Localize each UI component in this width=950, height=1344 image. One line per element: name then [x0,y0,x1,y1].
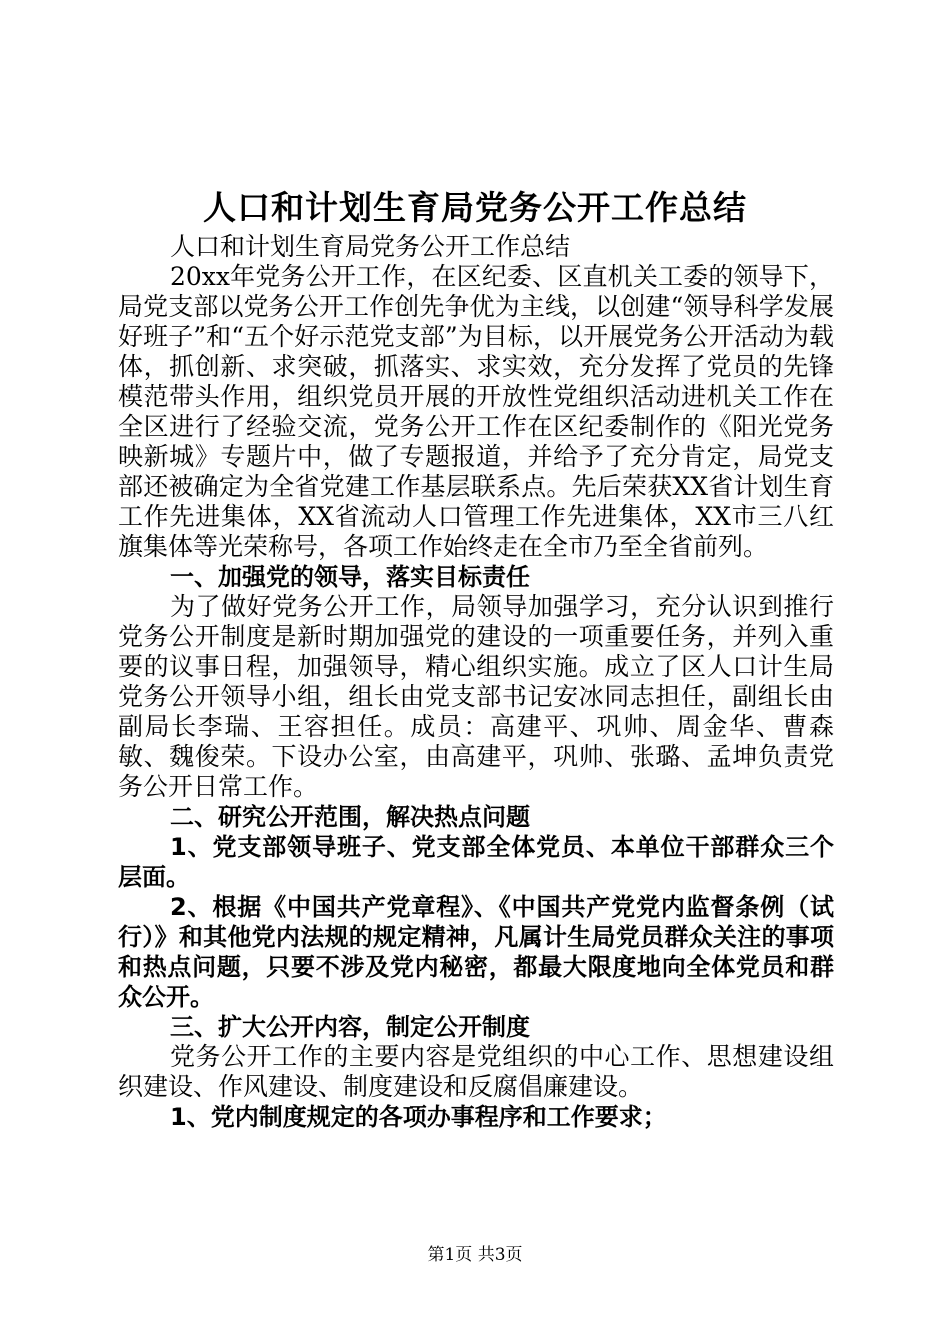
section-heading: 2、根据《中国共产党章程》、《中国共产党党内监督条例（试行）》和其他党内法规的规定精神，凡属计生局党员群众关注的事项和热点问题，只要不涉及党内秘密，都最大限度地向全体党员和群众公开。 [118,893,834,1011]
body-paragraph: 为了做好党务公开工作，局领导加强学习，充分认识到推行党务公开制度是新时期加强党的建设的一项重要任务，并列入重要的议事日程，加强领导，精心组织实施。成立了区人口计生局党务公开领导小组，组长由党支部书记安冰同志担任，副组长由副局长李瑞、王容担任。成员：高建平、巩帅、周金华、曹森敏、魏俊荣。下设办公室，由高建平，巩帅、张璐、孟坤负责党务公开日常工作。 [118,592,834,801]
document-body [118,232,834,1132]
body-paragraph: 20xx年党务公开工作，在区纪委、区直机关工委的领导下，局党支部以党务公开工作创先争优为主线，以创建“领导科学发展好班子”和“五个好示范党支部”为目标，以开展党务公开活动为载体，抓创新、求突破，抓落实、求实效，充分发挥了党员的先锋模范带头作用，组织党员开展的开放性党组织活动进机关工作在全区进行了经验交流，党务公开工作在区纪委制作的《阳光党务映新城》专题片中，做了专题报道，并给予了充分肯定，局党支部还被确定为全省党建工作基层联系点。先后荣获XX省计划生育工作先进集体，XX省流动人口管理工作先进集体，XX市三八红旗集体等光荣称号，各项工作始终走在全市乃至全省前列。 [118,262,834,561]
document-title: 人口和计划生育局党务公开工作总结 [203,188,747,227]
page-footer: 第1页 共3页 [427,1245,523,1265]
section-heading: 二、研究公开范围，解决热点问题 [170,803,530,831]
section-heading: 一、加强党的领导，落实目标责任 [170,563,530,591]
body-paragraph: 党务公开工作的主要内容是党组织的中心工作、思想建设组织建设、作风建设、制度建设和反腐倡廉建设。 [118,1042,834,1101]
section-heading: 1、党支部领导班子、党支部全体党员、本单位干部群众三个层面。 [118,833,834,891]
section-heading: 1、党内制度规定的各项办事程序和工作要求； [170,1103,667,1131]
section-heading: 三、扩大公开内容，制定公开制度 [170,1013,530,1041]
body-paragraph: 人口和计划生育局党务公开工作总结 [170,232,571,261]
